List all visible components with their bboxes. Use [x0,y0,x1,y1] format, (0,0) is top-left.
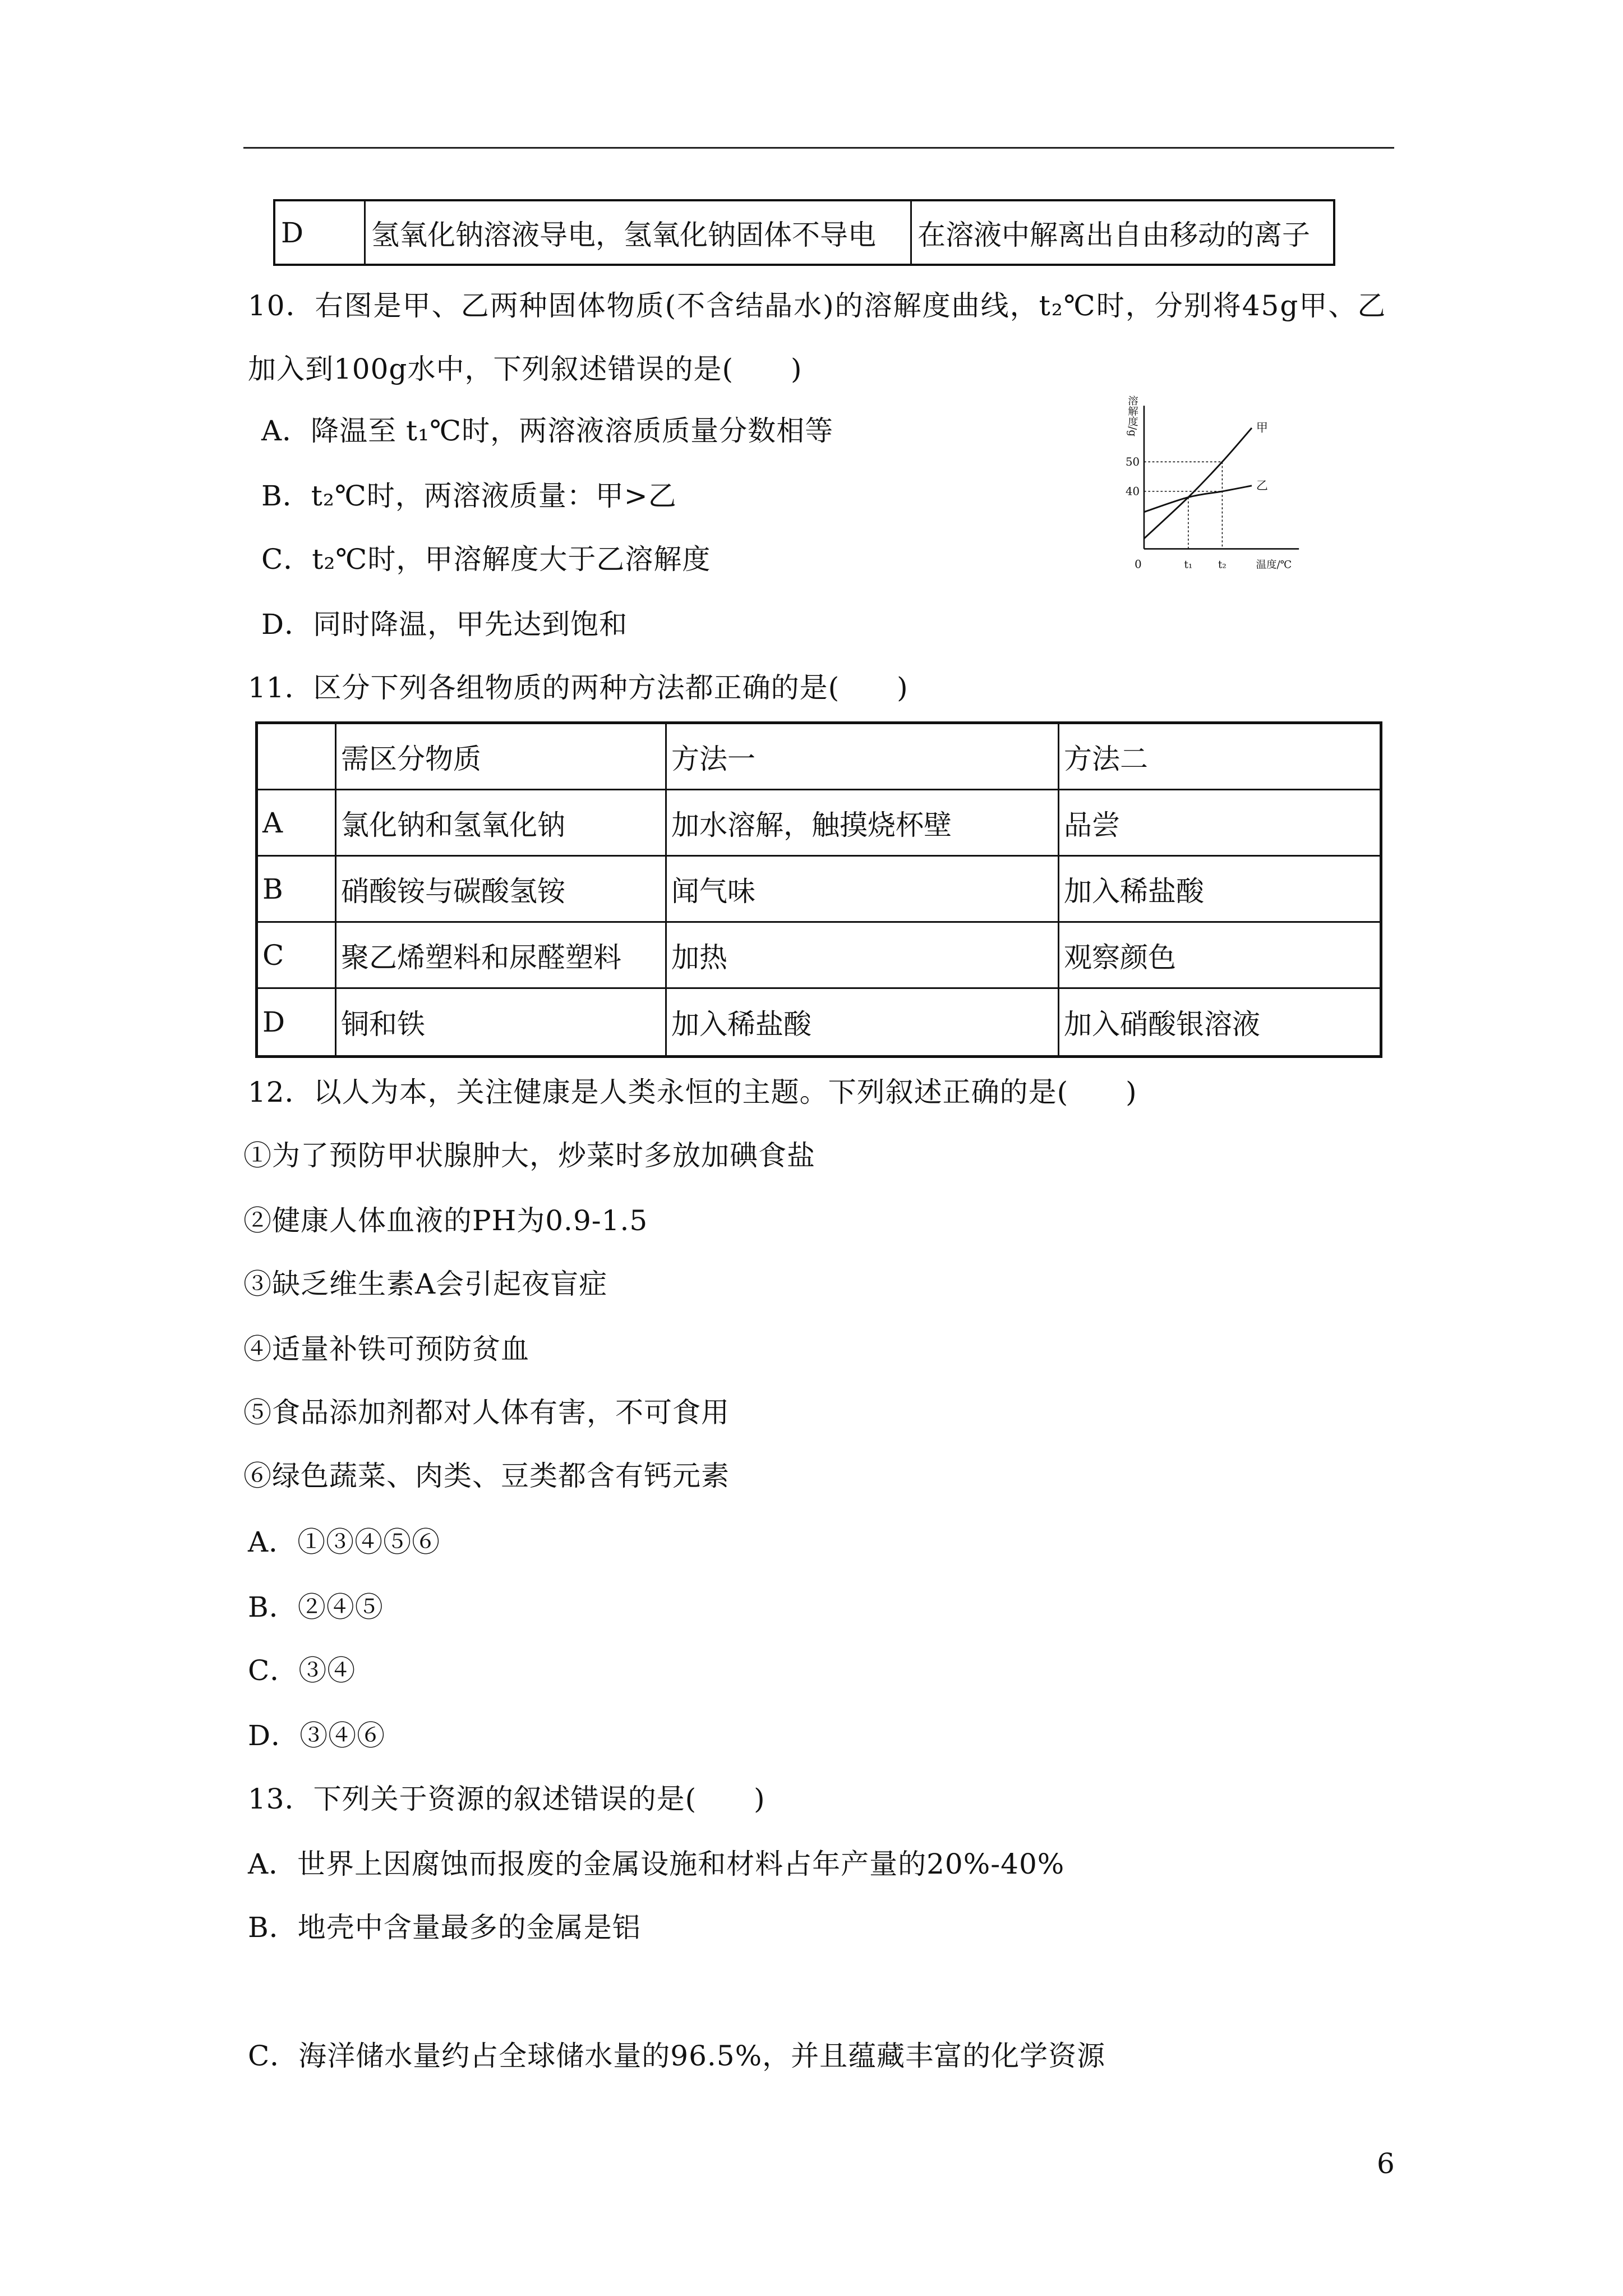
q10-option-d: D．同时降温，甲先达到饱和 [261,608,628,641]
continued-table [273,199,1335,266]
table-row-label: D [258,989,336,1055]
q12-option-a: A．①③④⑤⑥ [248,1526,441,1558]
x-tick-label: 0 [1135,558,1142,571]
q12-option-b: B．②④⑤ [248,1591,384,1623]
table-cell: 氯化钠和氢氧化钠 [336,790,667,857]
y-axis-label: 溶解度/g [1126,395,1138,437]
series-label-yi: 乙 [1256,478,1268,493]
table-cell: 加入硝酸银溶液 [1064,1008,1260,1041]
table-cell: 观察颜色 [1059,923,1380,989]
x-tick-label: t₂ [1218,559,1227,571]
table-cell: 加水溶解，触摸烧杯壁 [667,790,1059,857]
table-cell-fact: 氢氧化钠溶液导电，氢氧化钠固体不导电 [366,201,912,264]
table-row-label: B [258,857,336,923]
q13-option-b: B．地壳中含量最多的金属是铝 [248,1911,641,1944]
table-cell: 硝酸铵与碳酸氢铵 [336,857,667,923]
series-line-1 [1144,428,1252,539]
header-rule [243,147,1394,149]
table-cell: 铜和铁 [336,989,667,1055]
q12-stem: 12．以人为本，关注健康是人类永恒的主题。下列叙述正确的是( ) [248,1076,1137,1108]
table-cell: 品尝 [1059,790,1380,857]
table-header-cell: 方法一 [667,724,1059,790]
q12-statement: ②健康人体血液的PH为0.9-1.5 [243,1204,648,1237]
q13-stem: 13．下列关于资源的叙述错误的是( ) [248,1783,766,1815]
q12-option-d: D．③④⑥ [248,1719,386,1752]
table-cell: 加入稀盐酸 [667,989,1059,1055]
x-axis-label: 温度/℃ [1256,559,1292,571]
table-row-label: C [258,923,336,989]
q10-option-c: C．t₂℃时，甲溶解度大于乙溶解度 [261,543,711,576]
solubility-chart [1107,391,1329,583]
series-line-2 [1144,486,1252,512]
table-cell: 加入稀盐酸 [1059,857,1380,923]
q10-stem-line-2: 加入到100g水中，下列叙述错误的是( ) [248,353,803,385]
q12-statement: ④适量补铁可预防贫血 [243,1333,529,1365]
table-cell-explanation: 在溶液中解离出自由移动的离子 [917,218,1310,251]
x-tick-label: t₁ [1184,559,1193,571]
table-cell: 闻气味 [667,857,1059,923]
q12-statement: ⑤食品添加剂都对人体有害，不可食用 [243,1396,730,1429]
table-cell-option: D [275,201,366,264]
q10-option-a: A．降温至 t₁℃时，两溶液溶质质量分数相等 [261,415,834,447]
table-header-cell: 需区分物质 [336,724,667,790]
series-label-jia: 甲 [1256,420,1268,435]
q10-stem-line-1: 10．右图是甲、乙两种固体物质(不含结晶水)的溶解度曲线，t₂℃时，分别将45g甲、乙 [248,289,1387,322]
q11-table [255,721,1382,1058]
y-tick-label: 40 [1125,485,1140,498]
series-curves [1144,428,1252,539]
q12-option-c: C．③④ [248,1654,356,1687]
q13-option-a: A．世界上因腐蚀而报废的金属设施和材料占年产量的20%-40% [248,1848,1065,1880]
q12-statement: ⑥绿色蔬菜、肉类、豆类都含有钙元素 [243,1460,730,1492]
table-cell: 聚乙烯塑料和尿醛塑料 [336,923,667,989]
q11-stem: 11．区分下列各组物质的两种方法都正确的是( ) [248,671,909,704]
table-cell: 加热 [667,923,1059,989]
q13-option-c: C．海洋储水量约占全球储水量的96.5%，并且蕴藏丰富的化学资源 [248,2040,1106,2072]
q10-option-b: B．t₂℃时，两溶液质量：甲>乙 [261,480,677,512]
q12-statement: ③缺乏维生素A会引起夜盲症 [243,1268,608,1300]
table-row-label: A [258,790,336,857]
q12-statement: ①为了预防甲状腺肿大，炒菜时多放加碘食盐 [243,1139,815,1172]
table-header-cell: 方法二 [1059,724,1380,790]
page-number: 6 [1377,2147,1395,2180]
table-header-cell [258,724,336,790]
y-tick-label: 50 [1125,455,1140,469]
